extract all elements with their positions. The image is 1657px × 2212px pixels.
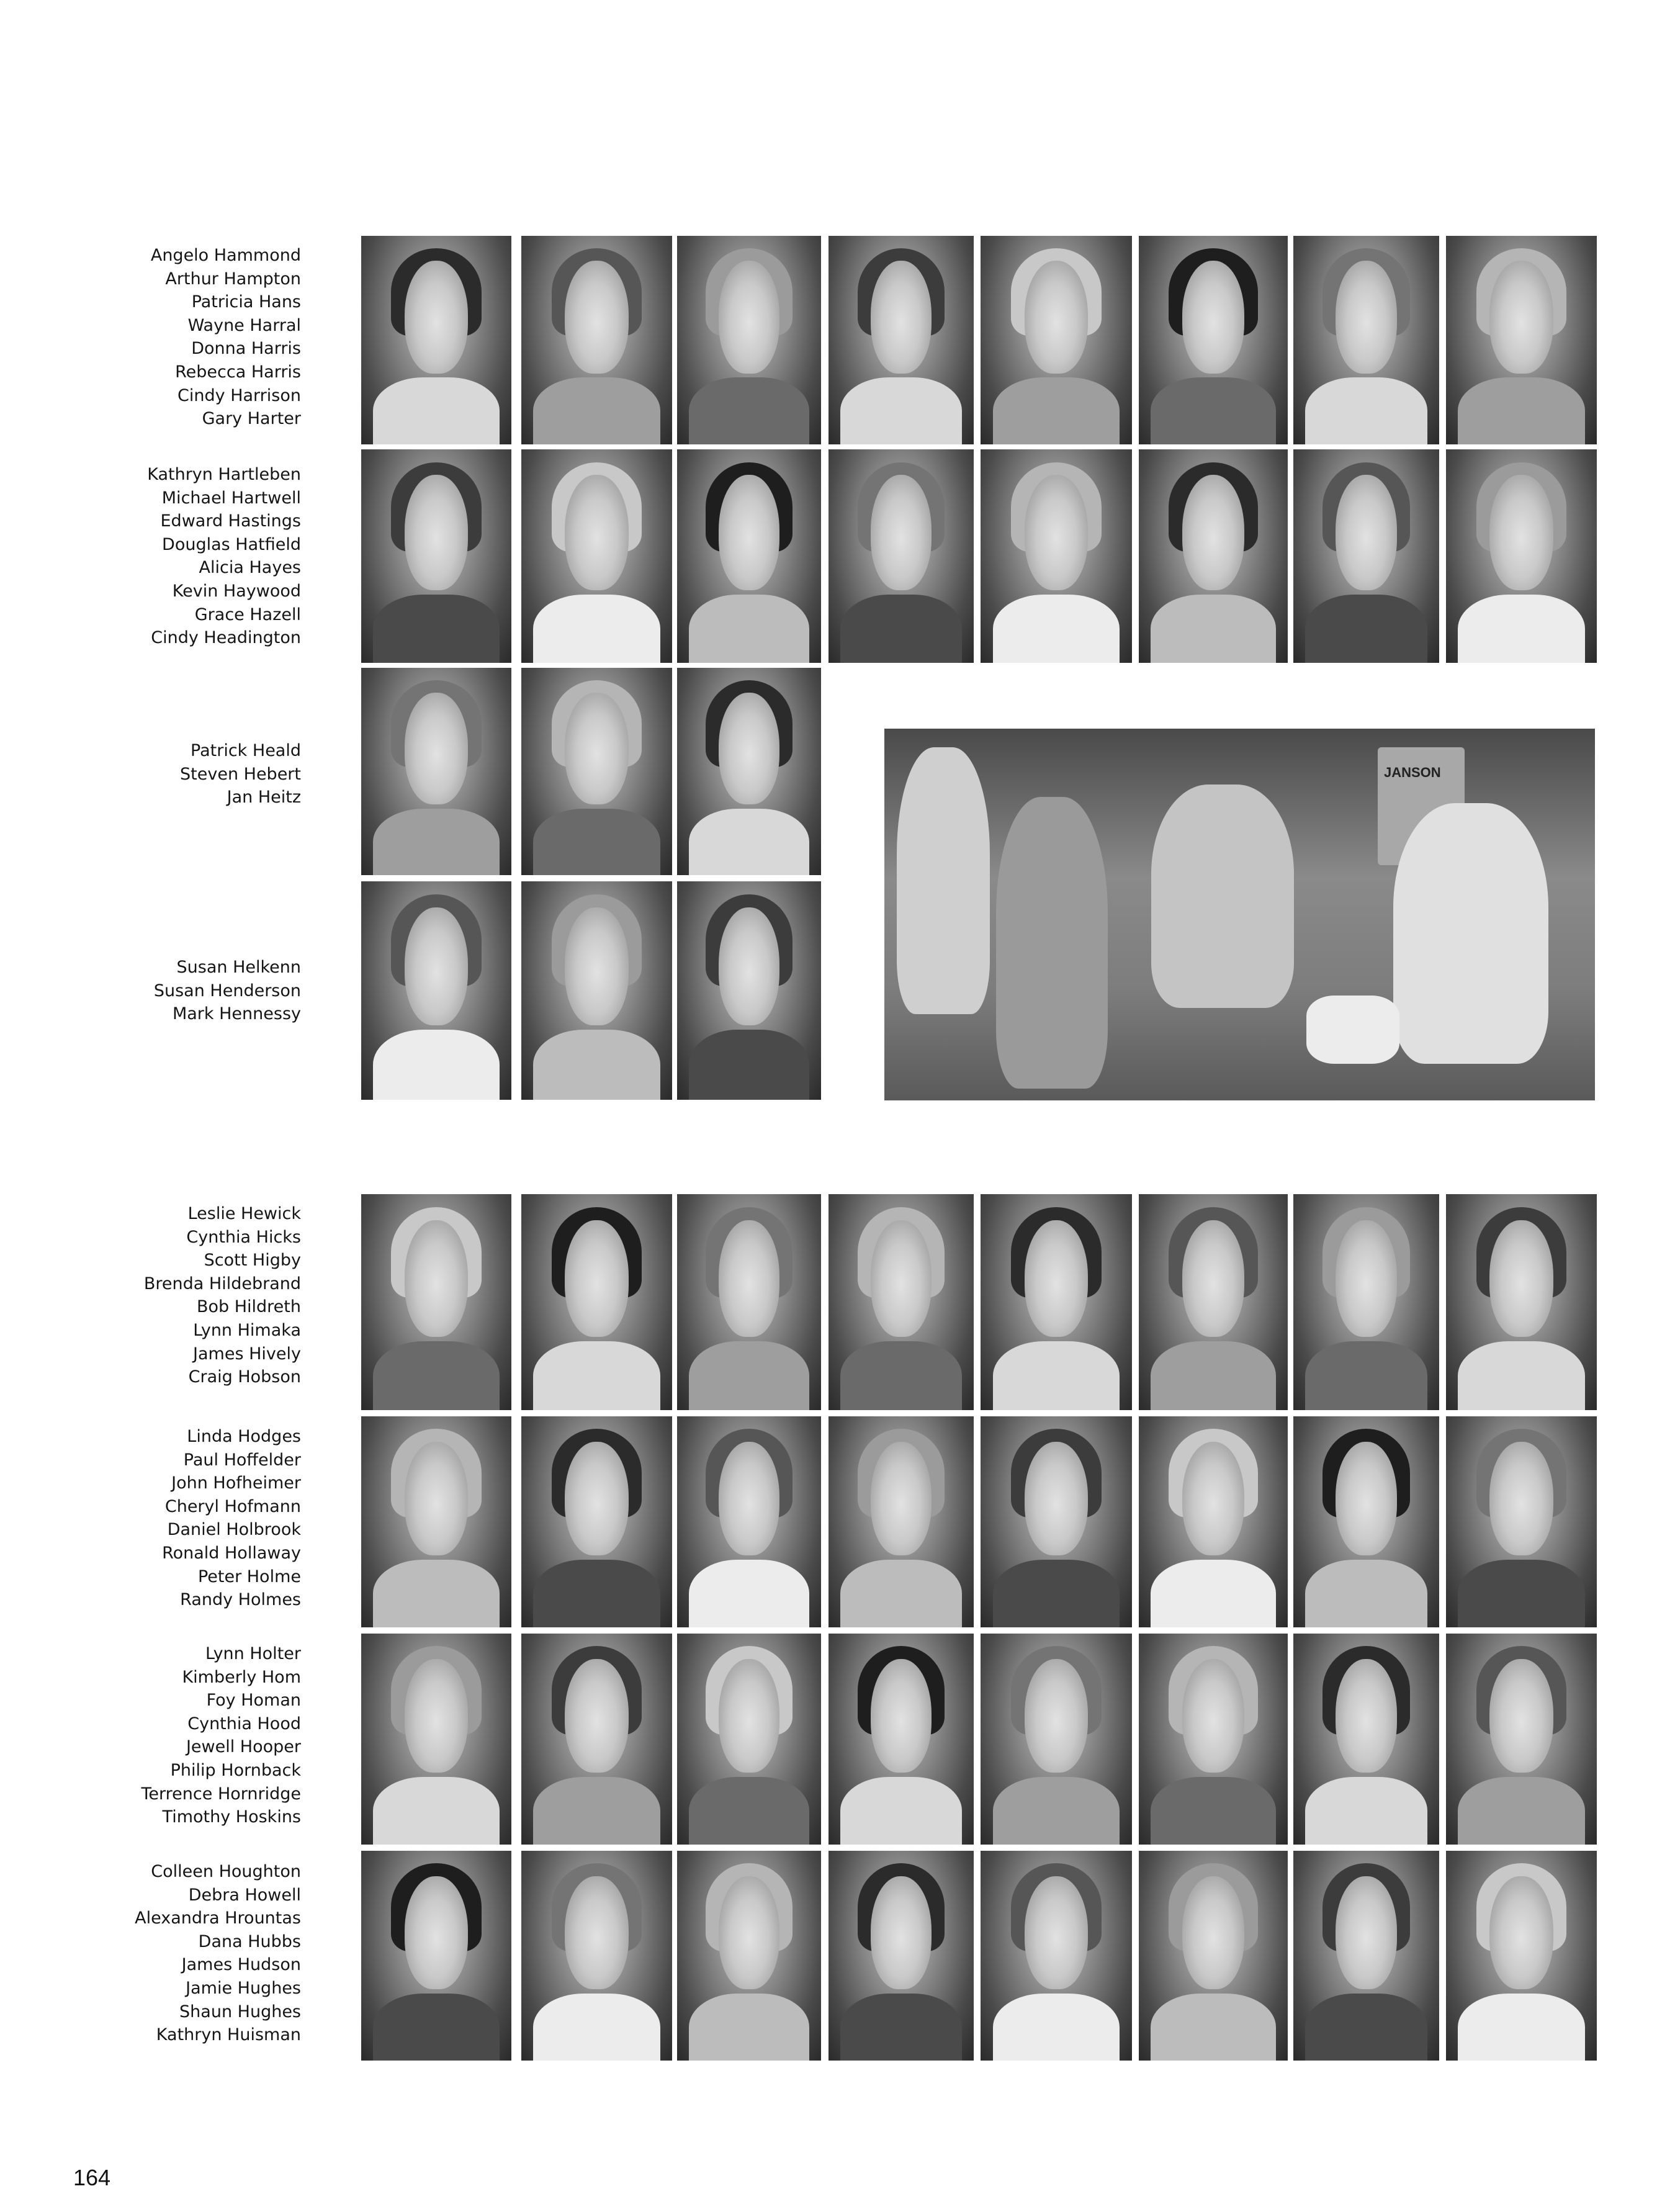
portrait-face [1182, 475, 1245, 590]
student-portrait [1139, 449, 1288, 663]
portrait-shoulders [1305, 1777, 1427, 1845]
portrait-shoulders [533, 1994, 660, 2061]
portrait-shoulders [689, 377, 810, 444]
portrait-face [1182, 1220, 1245, 1337]
portrait-face [719, 475, 779, 590]
name-list-row-1 [74, 244, 301, 431]
student-portrait [677, 1416, 821, 1627]
student-portrait [521, 236, 672, 444]
portrait-shoulders [373, 595, 499, 663]
student-name: Alexandra Hrountas [135, 1909, 301, 1928]
student-portrait [1293, 1851, 1439, 2061]
portrait-face [1489, 475, 1553, 590]
portrait-shoulders [1305, 377, 1427, 444]
portrait-face [719, 1220, 779, 1337]
portrait-shoulders [1305, 595, 1427, 663]
portrait-shoulders [533, 1777, 660, 1845]
portrait-shoulders [533, 1560, 660, 1627]
student-name: Kevin Haywood [172, 581, 301, 601]
student-portrait [828, 1634, 974, 1845]
student-portrait [1293, 449, 1439, 663]
student-name: Dana Hubbs [198, 1931, 301, 1951]
portrait-face [405, 475, 468, 590]
student-portrait [521, 449, 672, 663]
student-name: Linda Hodges [187, 1427, 301, 1446]
student-name: Lynn Himaka [193, 1320, 301, 1340]
student-portrait [1446, 1416, 1597, 1627]
portrait-shoulders [840, 1994, 963, 2061]
portrait-face [719, 1659, 779, 1773]
student-portrait [521, 1194, 672, 1410]
portrait-shoulders [373, 1030, 499, 1100]
portrait-shoulders [1305, 1994, 1427, 2061]
student-portrait [828, 1851, 974, 2061]
student-name: Leslie Hewick [187, 1204, 301, 1223]
student-name: Susan Henderson [153, 981, 301, 1000]
portrait-face [405, 261, 468, 373]
student-portrait [677, 236, 821, 444]
student-name: Donna Harris [191, 339, 301, 359]
portrait-face [871, 1659, 932, 1773]
portrait-face [565, 1220, 628, 1337]
student-portrait [1446, 449, 1597, 663]
portrait-shoulders [1458, 1560, 1584, 1627]
person-figure [996, 797, 1108, 1089]
student-name: Bob Hildreth [196, 1297, 301, 1317]
page-number: 164 [73, 2165, 111, 2190]
student-portrait [1139, 236, 1288, 444]
portrait-shoulders [993, 377, 1120, 444]
student-portrait [361, 668, 511, 875]
portrait-shoulders [689, 1777, 810, 1845]
student-portrait [361, 1194, 511, 1410]
portrait-shoulders [1458, 377, 1584, 444]
student-portrait [1446, 236, 1597, 444]
name-list-row-3 [74, 739, 301, 809]
portrait-shoulders [840, 1777, 963, 1845]
portrait-shoulders [1305, 1341, 1427, 1410]
student-name: Daniel Holbrook [167, 1520, 301, 1540]
name-list-row-4 [74, 956, 301, 1026]
student-name: Cindy Headington [151, 628, 301, 648]
portrait-face [1336, 1876, 1397, 1990]
portrait-shoulders [373, 1777, 499, 1845]
portrait-shoulders [689, 1341, 810, 1410]
student-portrait [981, 1416, 1132, 1627]
student-portrait [521, 1851, 672, 2061]
portrait-face [871, 1220, 932, 1337]
student-name: Debra Howell [188, 1885, 301, 1905]
student-portrait [828, 449, 974, 663]
student-name: Angelo Hammond [150, 246, 301, 265]
student-name: Patricia Hans [191, 292, 301, 312]
bag-image [1306, 996, 1399, 1064]
student-portrait [981, 1634, 1132, 1845]
portrait-face [565, 1659, 628, 1773]
student-portrait [521, 668, 672, 875]
portrait-face [565, 261, 628, 373]
student-portrait [1293, 1194, 1439, 1410]
student-name: Kathryn Huisman [156, 2025, 301, 2045]
student-name: Colleen Houghton [151, 1862, 301, 1881]
portrait-shoulders [1151, 1994, 1276, 2061]
portrait-face [719, 907, 779, 1025]
student-name: James Hudson [181, 1955, 301, 1975]
student-name: Cindy Harrison [177, 385, 301, 405]
portrait-shoulders [993, 1994, 1120, 2061]
portrait-face [1182, 1659, 1245, 1773]
name-list-row-5 [74, 1202, 301, 1389]
name-list-row-6 [74, 1425, 301, 1612]
portrait-shoulders [689, 1560, 810, 1627]
student-name: Ronald Hollaway [162, 1543, 301, 1563]
student-name: Kimberly Hom [182, 1667, 301, 1687]
student-portrait [1139, 1416, 1288, 1627]
portrait-shoulders [840, 1341, 963, 1410]
student-name: Jamie Hughes [186, 1978, 301, 1998]
student-portrait [1293, 1416, 1439, 1627]
portrait-shoulders [840, 1560, 963, 1627]
portrait-shoulders [1151, 595, 1276, 663]
student-portrait [677, 1194, 821, 1410]
portrait-shoulders [533, 1030, 660, 1100]
portrait-shoulders [373, 377, 499, 444]
portrait-shoulders [533, 1341, 660, 1410]
portrait-face [565, 1442, 628, 1556]
student-portrait [361, 449, 511, 663]
portrait-face [565, 693, 628, 804]
portrait-face [405, 1876, 468, 1990]
student-name: Alicia Hayes [199, 558, 301, 578]
student-name: Foy Homan [206, 1691, 301, 1711]
student-name: Randy Holmes [180, 1590, 301, 1610]
portrait-shoulders [373, 809, 499, 875]
name-list-row-7 [74, 1642, 301, 1829]
portrait-face [405, 1220, 468, 1337]
student-portrait [361, 1634, 511, 1845]
portrait-face [1025, 1442, 1088, 1556]
portrait-shoulders [1151, 1341, 1276, 1410]
portrait-face [1025, 1220, 1088, 1337]
student-portrait [521, 881, 672, 1100]
portrait-shoulders [689, 595, 810, 663]
portrait-shoulders [993, 1777, 1120, 1845]
portrait-shoulders [993, 1560, 1120, 1627]
portrait-face [1336, 475, 1397, 590]
student-name: Shaun Hughes [179, 2002, 301, 2021]
student-name: Peter Holme [197, 1567, 301, 1586]
portrait-shoulders [1151, 377, 1276, 444]
student-portrait [981, 1851, 1132, 2061]
name-list-row-8 [74, 1860, 301, 2047]
portrait-face [1336, 1659, 1397, 1773]
portrait-shoulders [840, 377, 963, 444]
portrait-shoulders [993, 595, 1120, 663]
trash-can-label: JANSON [1384, 765, 1441, 780]
student-name: Lynn Holter [205, 1644, 301, 1663]
student-portrait [1446, 1851, 1597, 2061]
student-name: Edward Hastings [160, 511, 301, 531]
portrait-shoulders [1458, 1341, 1584, 1410]
portrait-face [719, 693, 779, 804]
portrait-shoulders [689, 1030, 810, 1100]
portrait-face [1336, 1220, 1397, 1337]
student-portrait [521, 1416, 672, 1627]
person-figure [897, 747, 990, 1014]
portrait-shoulders [533, 595, 660, 663]
student-portrait [1446, 1634, 1597, 1845]
student-portrait [677, 1634, 821, 1845]
student-portrait [981, 1194, 1132, 1410]
portrait-shoulders [1151, 1560, 1276, 1627]
portrait-shoulders [1458, 1994, 1584, 2061]
student-portrait [828, 1194, 974, 1410]
person-figure [1151, 785, 1294, 1008]
student-name: Craig Hobson [188, 1367, 301, 1387]
student-portrait [677, 668, 821, 875]
student-portrait [521, 1634, 672, 1845]
student-portrait [677, 1851, 821, 2061]
student-name: John Hofheimer [171, 1473, 301, 1493]
portrait-face [405, 693, 468, 804]
student-name: James Hively [193, 1344, 301, 1364]
portrait-face [1489, 1442, 1553, 1556]
portrait-face [1025, 1876, 1088, 1990]
portrait-shoulders [373, 1341, 499, 1410]
student-portrait [1446, 1194, 1597, 1410]
student-name: Michael Hartwell [161, 488, 301, 508]
student-portrait [1139, 1194, 1288, 1410]
portrait-shoulders [373, 1560, 499, 1627]
student-name: Brenda Hildebrand [143, 1274, 301, 1293]
portrait-face [1489, 261, 1553, 373]
portrait-shoulders [689, 809, 810, 875]
student-name: Scott Higby [204, 1251, 301, 1270]
name-list-row-2 [74, 463, 301, 650]
portrait-shoulders [1305, 1560, 1427, 1627]
portrait-face [871, 1876, 932, 1990]
portrait-face [1025, 1659, 1088, 1773]
student-portrait [677, 881, 821, 1100]
student-portrait [1139, 1634, 1288, 1845]
portrait-shoulders [373, 1994, 499, 2061]
student-name: Susan Helkenn [176, 958, 301, 977]
student-name: Patrick Heald [191, 741, 301, 760]
student-portrait [677, 449, 821, 663]
student-name: Cynthia Hicks [186, 1227, 301, 1247]
portrait-face [1489, 1876, 1553, 1990]
portrait-face [405, 1659, 468, 1773]
portrait-face [1025, 261, 1088, 373]
student-portrait [1139, 1851, 1288, 2061]
portrait-face [1025, 475, 1088, 590]
student-name: Arthur Hampton [165, 269, 301, 289]
portrait-face [871, 1442, 932, 1556]
student-portrait [361, 1851, 511, 2061]
student-name: Jan Heitz [227, 788, 301, 807]
portrait-face [565, 475, 628, 590]
portrait-shoulders [993, 1341, 1120, 1410]
portrait-face [1336, 261, 1397, 373]
student-name: Timothy Hoskins [162, 1807, 301, 1827]
portrait-shoulders [840, 595, 963, 663]
student-name: Jewell Hooper [186, 1737, 301, 1757]
portrait-shoulders [1458, 595, 1584, 663]
student-name: Douglas Hatfield [162, 534, 301, 554]
portrait-face [1182, 261, 1245, 373]
student-name: Wayne Harral [187, 315, 301, 335]
portrait-shoulders [689, 1994, 810, 2061]
portrait-shoulders [1151, 1777, 1276, 1845]
student-name: Philip Hornback [170, 1760, 301, 1780]
portrait-face [871, 475, 932, 590]
student-name: Mark Hennessy [172, 1004, 301, 1024]
student-portrait [361, 881, 511, 1100]
student-portrait [981, 236, 1132, 444]
student-name: Kathryn Hartleben [147, 465, 301, 484]
portrait-shoulders [533, 809, 660, 875]
portrait-shoulders [1458, 1777, 1584, 1845]
student-portrait [981, 449, 1132, 663]
student-name: Cheryl Hofmann [164, 1496, 301, 1516]
student-name: Gary Harter [202, 409, 301, 429]
portrait-face [719, 261, 779, 373]
portrait-face [1182, 1876, 1245, 1990]
portrait-face [1489, 1220, 1553, 1337]
student-portrait [361, 1416, 511, 1627]
student-portrait [1293, 1634, 1439, 1845]
portrait-face [405, 907, 468, 1025]
student-name: Grace Hazell [194, 605, 301, 624]
portrait-face [565, 1876, 628, 1990]
person-figure [1393, 803, 1548, 1064]
portrait-face [405, 1442, 468, 1556]
portrait-shoulders [533, 377, 660, 444]
student-name: Terrence Hornridge [141, 1784, 301, 1804]
candid-group-photo [884, 729, 1595, 1100]
portrait-face [719, 1876, 779, 1990]
student-portrait [1293, 236, 1439, 444]
portrait-face [1489, 1659, 1553, 1773]
student-portrait [828, 236, 974, 444]
student-portrait [828, 1416, 974, 1627]
student-name: Steven Hebert [180, 764, 301, 784]
portrait-face [1182, 1442, 1245, 1556]
student-name: Cynthia Hood [187, 1714, 301, 1733]
portrait-face [719, 1442, 779, 1556]
portrait-face [1336, 1442, 1397, 1556]
student-portrait [361, 236, 511, 444]
portrait-face [871, 261, 932, 373]
student-name: Paul Hoffelder [183, 1450, 301, 1470]
portrait-face [565, 907, 628, 1025]
student-name: Rebecca Harris [175, 362, 301, 382]
